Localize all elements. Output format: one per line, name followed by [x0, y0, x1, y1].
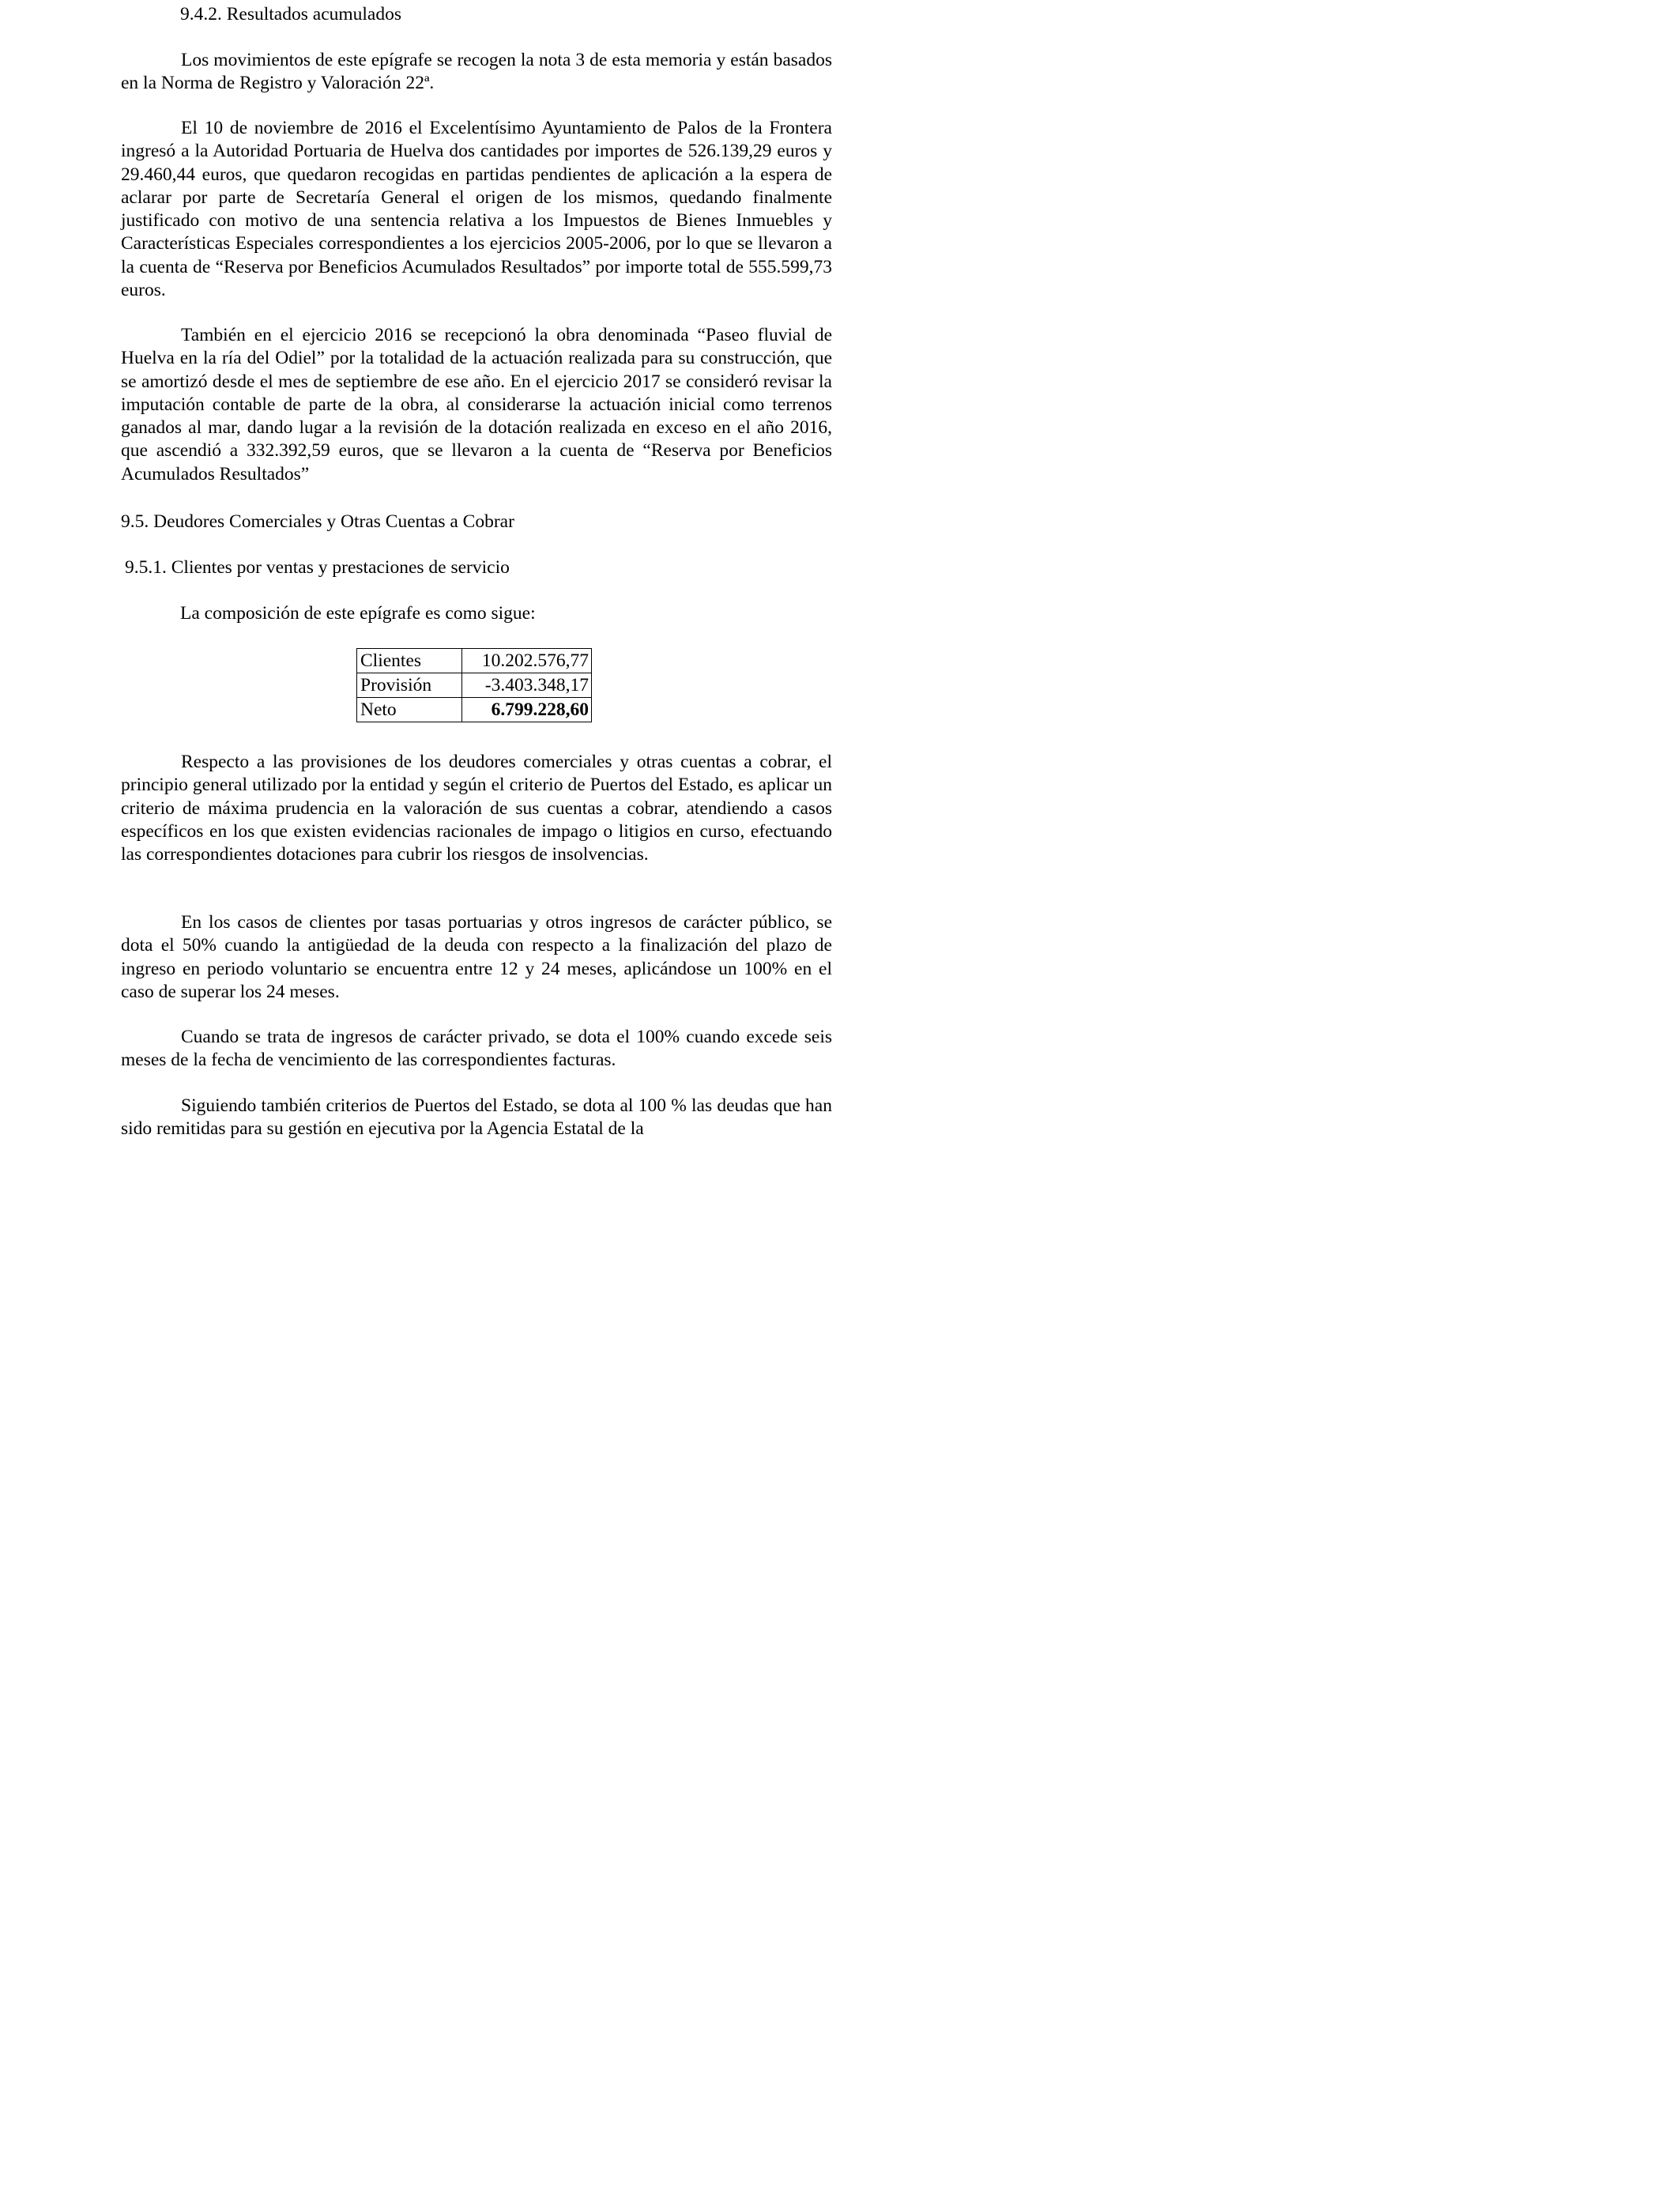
table-cell-total-value: 6.799.228,60: [462, 698, 592, 722]
composition-table: [356, 648, 592, 722]
heading-deudores-comerciales: 9.5. Deudores Comerciales y Otras Cuentas a Cobrar: [121, 511, 514, 532]
table-cell-value: -3.403.348,17: [462, 673, 592, 698]
paragraph-ingresos-privados: Cuando se trata de ingresos de carácter privado, se dota el 100% cuando excede seis meses de la fecha de vencimiento de las correspondientes facturas.: [121, 1027, 832, 1071]
paragraph-paseo-fluvial: También en el ejercicio 2016 se recepcionó la obra denominada “Paseo fluvial de Huelva en la ría del Odiel” por la totalidad de la actuación realizada para su construcción, que se amortizó desde el mes de septiembre de ese año. En el ejercicio 2017 se consideró revisar la imputación contable de parte de la obra, al considerarse la actuación inicial como terrenos ganados al mar, dando lugar a la revisión de la dotación realizada en exceso en el año 2016, que ascendió a 332.392,59 euros, que se llevaron a la cuenta de “Reserva por Beneficios Acumulados Resultados”: [121, 325, 832, 484]
table-row: [357, 673, 592, 698]
table-cell-label: Neto: [357, 698, 462, 722]
paragraph-ayuntamiento-palos: El 10 de noviembre de 2016 el Excelentísimo Ayuntamiento de Palos de la Frontera ingresó a la Autoridad Portuaria de Huelva dos cantidades por importes de 526.139,29 euros y 29.460,44 euros, que quedaron recogidas en partidas pendientes de aplicación a la espera de aclarar por parte de Secretaría General el origen de los mismos, quedando finalmente justificado con motivo de una sentencia relativa a los Impuestos de Bienes Inmuebles y Características Especiales correspondientes a los ejercicios 2005-2006, por lo que se llevaron a la cuenta de “Reserva por Beneficios Acumulados Resultados” por importe total de 555.599,73 euros.: [121, 118, 832, 301]
table-row-total: [357, 698, 592, 722]
table-cell-label: Provisión: [357, 673, 462, 698]
heading-clientes-ventas: 9.5.1. Clientes por ventas y prestaciones de servicio: [125, 557, 510, 578]
paragraph-agencia-estatal: Siguiendo también criterios de Puertos del Estado, se dota al 100 % las deudas que han sido remitidas para su gestión en ejecutiva por la Agencia Estatal de la: [121, 1095, 832, 1140]
document-page: [0, 0, 948, 1227]
paragraph-composicion-intro: La composición de este epígrafe es como sigue:: [180, 603, 536, 624]
paragraph-provisiones: Respecto a las provisiones de los deudores comerciales y otras cuentas a cobrar, el principio general utilizado por la entidad y según el criterio de Puertos del Estado, es aplicar un criterio de máxima prudencia en la valoración de sus cuentas a cobrar, atendiendo a casos específicos en los que existen evidencias racionales de impago o litigios en curso, efectuando las correspondientes dotaciones para cubrir los riesgos de insolvencias.: [121, 752, 832, 865]
table-cell-label: Clientes: [357, 649, 462, 673]
paragraph-movimientos: Los movimientos de este epígrafe se recogen la nota 3 de esta memoria y están basados en la Norma de Registro y Valoración 22ª.: [121, 50, 832, 94]
table-cell-value: 10.202.576,77: [462, 649, 592, 673]
table-row: [357, 649, 592, 673]
paragraph-tasas-portuarias: En los casos de clientes por tasas portuarias y otros ingresos de carácter público, se dota el 50% cuando la antigüedad de la deuda con respecto a la finalización del plazo de ingreso en periodo voluntario se encuentra entre 12 y 24 meses, aplicándose un 100% en el caso de superar los 24 meses.: [121, 912, 832, 1002]
heading-resultados-acumulados: 9.4.2. Resultados acumulados: [180, 4, 402, 25]
